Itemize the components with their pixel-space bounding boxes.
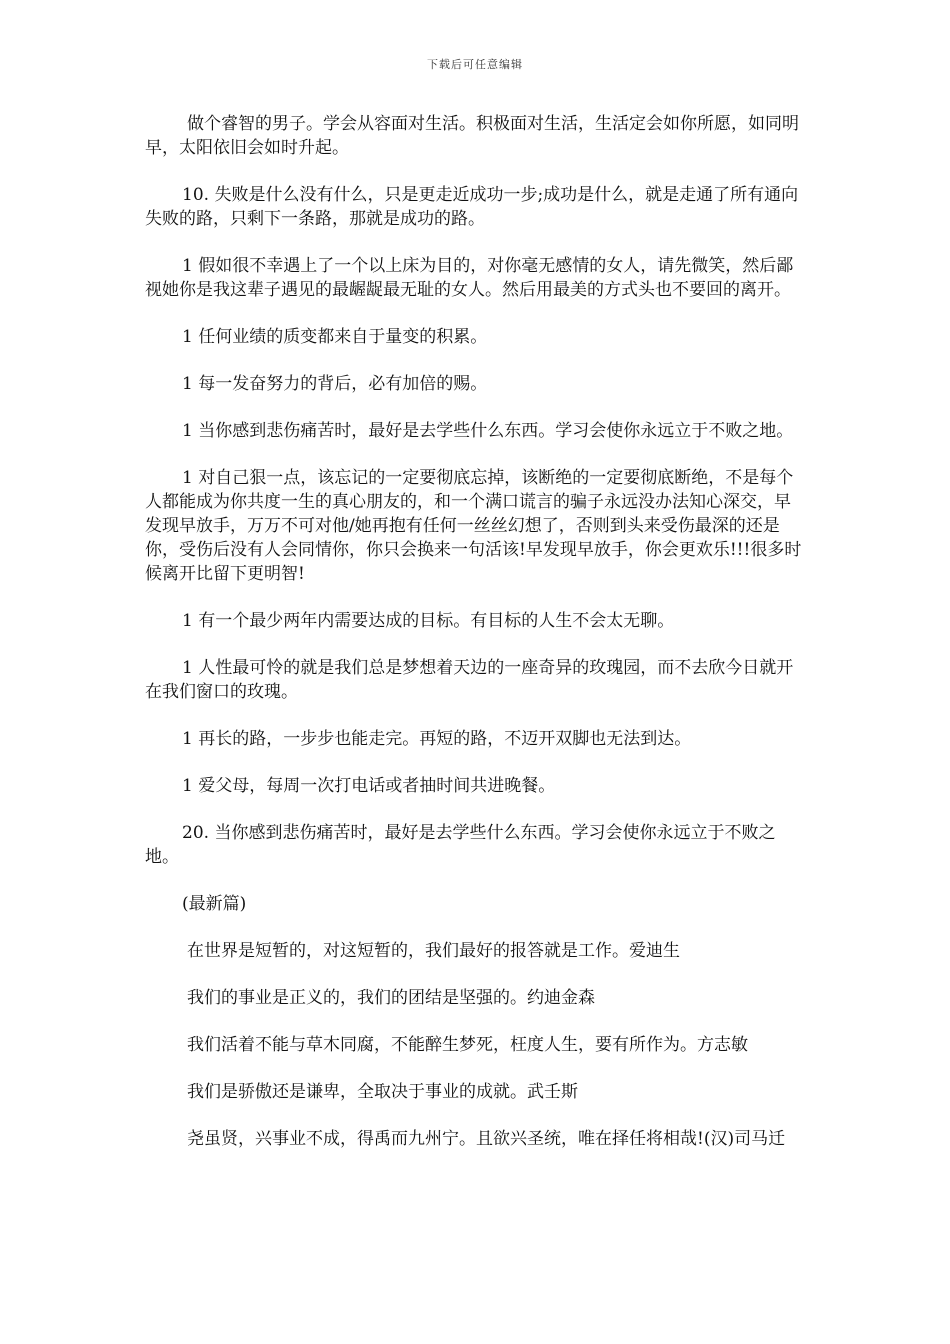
quote-paragraph: 我们的事业是正义的，我们的团结是坚强的。约迪金森 [187, 988, 595, 1008]
paragraph: 1 人性最可怜的就是我们总是梦想着天边的一座奇异的玫瑰园，而不去欣今日就开在我们窗口的玫瑰。 [145, 658, 794, 702]
paragraph: 1 对自己狠一点，该忘记的一定要彻底忘掉，该断绝的一定要彻底断绝，不是每个人都能成为你共度一生的真心朋友的，和一个满口谎言的骗子永远没办法知心深交，早发现早放手，万万不可对他/她再抱有任何一丝丝幻想了，否则到头来受伤最深的还是你，受伤后没有人会同情你，你只会换来一句活该!早发现早放手，你会更欢乐!!!很多时候离开比留下更明智! [145, 468, 802, 584]
document-body [145, 112, 805, 1174]
paragraph: 做个睿智的男子。学会从容面对生活。积极面对生活，生活定会如你所愿，如同明早，太阳依旧会如时升起。 [145, 114, 799, 158]
paragraph: 1 有一个最少两年内需要达成的目标。有目标的人生不会太无聊。 [182, 611, 675, 631]
paragraph: 10. 失败是什么没有什么，只是更走近成功一步;成功是什么，就是走通了所有通向失败的路，只剩下一条路，那就是成功的路。 [145, 185, 799, 229]
quote-paragraph: 在世界是短暂的，对这短暂的，我们最好的报答就是工作。爱迪生 [187, 941, 680, 961]
paragraph: 1 假如很不幸遇上了一个以上床为目的，对你毫无感情的女人，请先微笑，然后鄙视她你是我这辈子遇见的最龌龊最无耻的女人。然后用最美的方式头也不要回的离开。 [145, 256, 794, 300]
page-header: 下载后可任意编辑 [427, 58, 523, 71]
paragraph: 1 再长的路，一步步也能走完。再短的路，不迈开双脚也无法到达。 [182, 729, 692, 749]
paragraph: 1 爱父母，每周一次打电话或者抽时间共进晚餐。 [182, 776, 556, 796]
paragraph: 1 每一发奋努力的背后，必有加倍的赐。 [182, 374, 488, 394]
quote-paragraph: 我们活着不能与草木同腐，不能醉生梦死，枉度人生，要有所作为。方志敏 [187, 1035, 748, 1055]
paragraph: 20. 当你感到悲伤痛苦时，最好是去学些什么东西。学习会使你永远立于不败之地。 [145, 823, 776, 867]
paragraph: 1 任何业绩的质变都来自于量变的积累。 [182, 327, 488, 347]
quote-paragraph: 尧虽贤，兴事业不成，得禹而九州宁。且欲兴圣统，唯在择任将相哉!(汉)司马迁 [187, 1129, 786, 1149]
paragraph: 1 当你感到悲伤痛苦时，最好是去学些什么东西。学习会使你永远立于不败之地。 [182, 421, 794, 441]
quote-paragraph: 我们是骄傲还是谦卑，全取决于事业的成就。武壬斯 [187, 1082, 578, 1102]
section-heading: (最新篇) [182, 894, 247, 914]
